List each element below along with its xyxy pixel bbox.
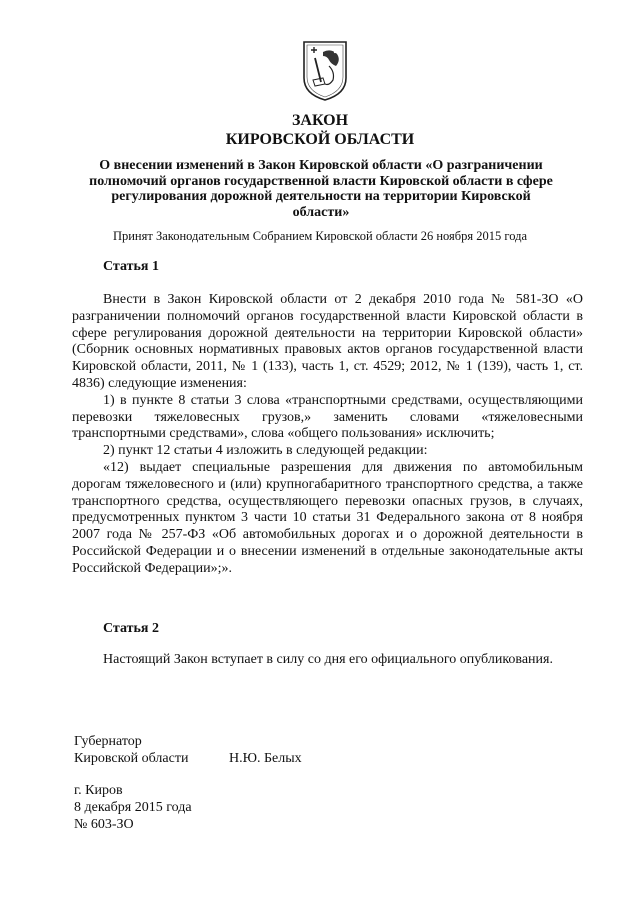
adoption-note: Принят Законодательным Собранием Кировской области 26 ноября 2015 года [112, 229, 528, 243]
article-1-title: Статья 1 [103, 259, 159, 274]
article-1-paragraph: Внести в Закон Кировской области от 2 декабря 2010 года № 581-ЗО «О разграничении полномочий органов государственной власти Кировской области в сфере регулирования дорожной деятельности на территории Кировской области» (Сборник основных нормативных правовых актов органов государственной власти Кировской области, 2011, № 1 (133), часть 1, ст. 4529; 2012, № 1 (139), часть 1, ст. 4836) следующие изменения: [72, 292, 583, 391]
signatory-region: Кировской области [74, 751, 189, 766]
law-title: ЗАКОН [291, 112, 349, 129]
signing-city: г. Киров [74, 783, 123, 798]
signatory-name: Н.Ю. Белых [229, 751, 302, 766]
kirov-oblast-coat-of-arms-icon [301, 40, 349, 102]
article-1-paragraph: 1) в пункте 8 статьи 3 слова «транспортными средствами, осуществляющими перевозки тяжеловесных грузов,» заменить словами «тяжеловесными транспортными средствами», слова «общего пользования» исключить; [72, 392, 583, 442]
article-2-title: Статья 2 [103, 621, 159, 636]
law-region-title: КИРОВСКОЙ ОБЛАСТИ [225, 131, 415, 148]
law-subject: О внесении изменений в Закон Кировской области «О разграничении полномочий органов государственной власти Кировской области в сфере регулирования дорожной деятельности на территории Кировской области» [89, 158, 553, 220]
article-2-paragraph: Настоящий Закон вступает в силу со дня его официального опубликования. [103, 652, 553, 667]
signatory-role: Губернатор [74, 734, 142, 749]
article-1-paragraph: «12) выдает специальные разрешения для движения по автомобильным дорогам тяжеловесного и (или) крупногабаритного транспортного средства, а также транспортного средства, осуществляющего перевозки опасных грузов, в случаях, предусмотренных пунктом 3 части 10 статьи 31 Федерального закона от 8 ноября 2007 года № 257-ФЗ «Об автомобильных дорогах и о дорожной деятельности в Российской Федерации и о внесении изменений в отдельные законодательные акты Российской Федерации»;». [72, 459, 583, 576]
signing-date: 8 декабря 2015 года [74, 800, 192, 815]
article-1-paragraph: 2) пункт 12 статьи 4 изложить в следующей редакции: [103, 443, 428, 459]
law-number: № 603-ЗО [74, 817, 134, 832]
article-1-body [72, 292, 583, 578]
article-2-body [72, 652, 583, 669]
